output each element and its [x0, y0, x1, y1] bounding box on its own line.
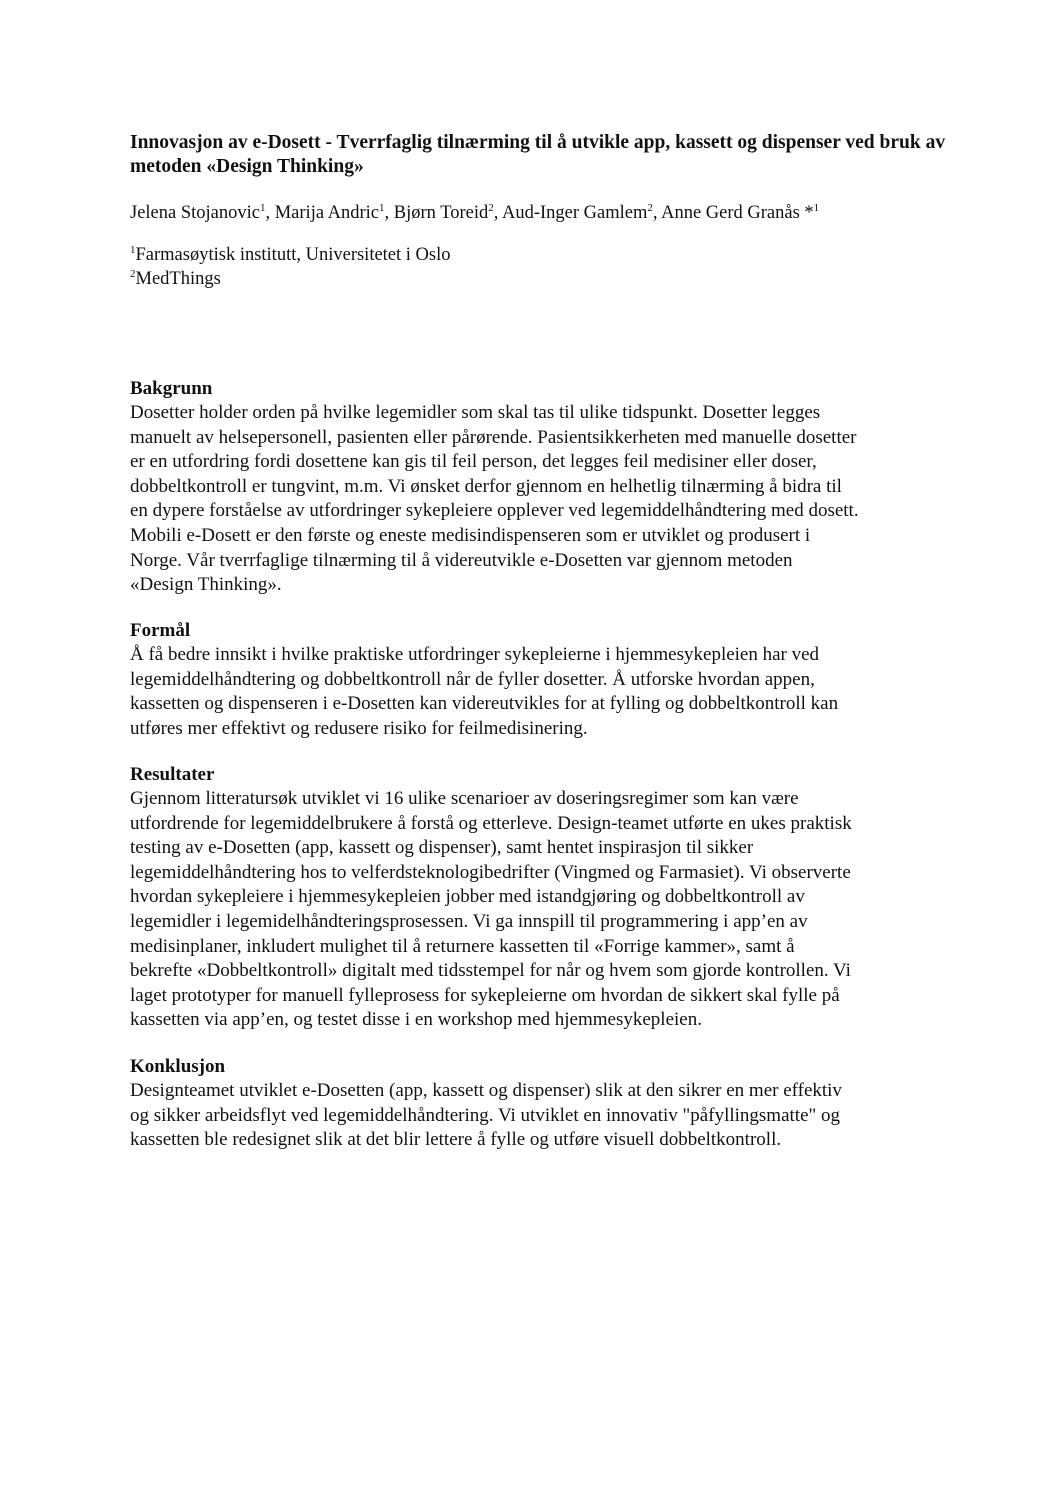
section-heading: Bakgrunn: [130, 378, 213, 399]
affiliation: $^2$MedThings: [130, 268, 221, 289]
author-list: [130, 201, 960, 225]
section-body: Å få bedre innsikt i hvilke praktiske utfordringer sykepleierne i hjemmesykepleien har ved legemiddelhåndtering og dobbeltkontroll når de fyller dosetter. Å utforske hvordan appen, kassetten og dispenseren i e-Dosetten kan videreutvikles for at fylling og dobbeltkontroll kan utføres mer effektivt og redusere risiko for feilmedisinering.: [130, 644, 839, 739]
author: Aud-Inger Gamlem$^2$,: [501, 202, 662, 223]
section-heading: Formål: [130, 620, 191, 641]
author: Marija Andric$^1$,: [274, 202, 394, 223]
section-body: Gjennom litteratursøk utviklet vi 16 ulike scenarioer av doseringsregimer som kan være utfordrende for legemiddelbrukere å forstå og etterleve. Design-teamet utførte en ukes praktisk testing av e-Dosetten (app, kassett og dispenser), samt hentet inspirasjon til sikker legemiddelhåndtering hos to velferdsteknologibedrifter (Vingmed og Farmasiet). Vi observerte hvordan sykepleiere i hjemmesykepleien jobber med istandgjøring og dobbeltkontroll av legemidler i legemidelhåndteringsprosessen. Vi ga innspill til programmering i app’en av medisinplaner, inkludert mulighet til å returnere kassetten til «Forrige kammer», samt å bekrefte «Dobbeltkontroll» digitalt med tidsstempel for når og hvem som gjorde kontrollen. Vi laget prototyper for manuell fylleprosess for sykepleierne om hvordan de sikkert skal fylle på kassetten via app’en, og testet disse i en workshop med hjemmesykepleien.: [130, 788, 852, 1031]
section-konklusjon: [130, 1055, 960, 1153]
author: Anne Gerd Granås *$^1$: [661, 202, 820, 223]
section-bakgrunn: [130, 377, 960, 598]
author: Jelena Stojanovic$^1$,: [130, 202, 275, 223]
section-heading: Konklusjon: [130, 1056, 226, 1077]
document-title: Innovasjon av e-Dosett - Tverrfaglig tilnærming til å utvikle app, kassett og dispenser ved bruk av metoden «Design Thinking»: [130, 132, 946, 177]
section-formal: [130, 619, 960, 741]
section-resultater: [130, 763, 960, 1033]
author: Bjørn Toreid$^2$,: [393, 202, 502, 223]
section-heading: Resultater: [130, 764, 215, 785]
section-body: Designteamet utviklet e-Dosetten (app, kassett og dispenser) slik at den sikrer en mer effektiv og sikker arbeidsflyt ved legemiddelhåndtering. Vi utviklet en innovativ "påfyllingsmatte" og kassetten ble redesignet slik at det blir lettere å fylle og utføre visuell dobbeltkontroll.: [130, 1080, 842, 1151]
section-body: Dosetter holder orden på hvilke legemidler som skal tas til ulike tidspunkt. Dosetter legges manuelt av helsepersonell, pasienten eller pårørende. Pasientsikkerheten med manuelle dosetter er en utfordring fordi dosettene kan gis til feil person, det legges feil medisiner eller doser, dobbeltkontroll er tungvint, m.m. Vi ønsket derfor gjennom en helhetlig tilnærming å bidra til en dypere forståelse av utfordringer sykepleiere opplever ved legemiddelhåndtering med dosett. Mobili e-Dosett er den første og eneste medisindispenseren som er utviklet og produsert i Norge. Vår tverrfaglige tilnærming til å videreutvikle e-Dosetten var gjennom metoden «Design Thinking».: [130, 402, 859, 596]
affiliation: $^1$Farmasøytisk institutt, Universitetet i Oslo: [130, 244, 451, 265]
